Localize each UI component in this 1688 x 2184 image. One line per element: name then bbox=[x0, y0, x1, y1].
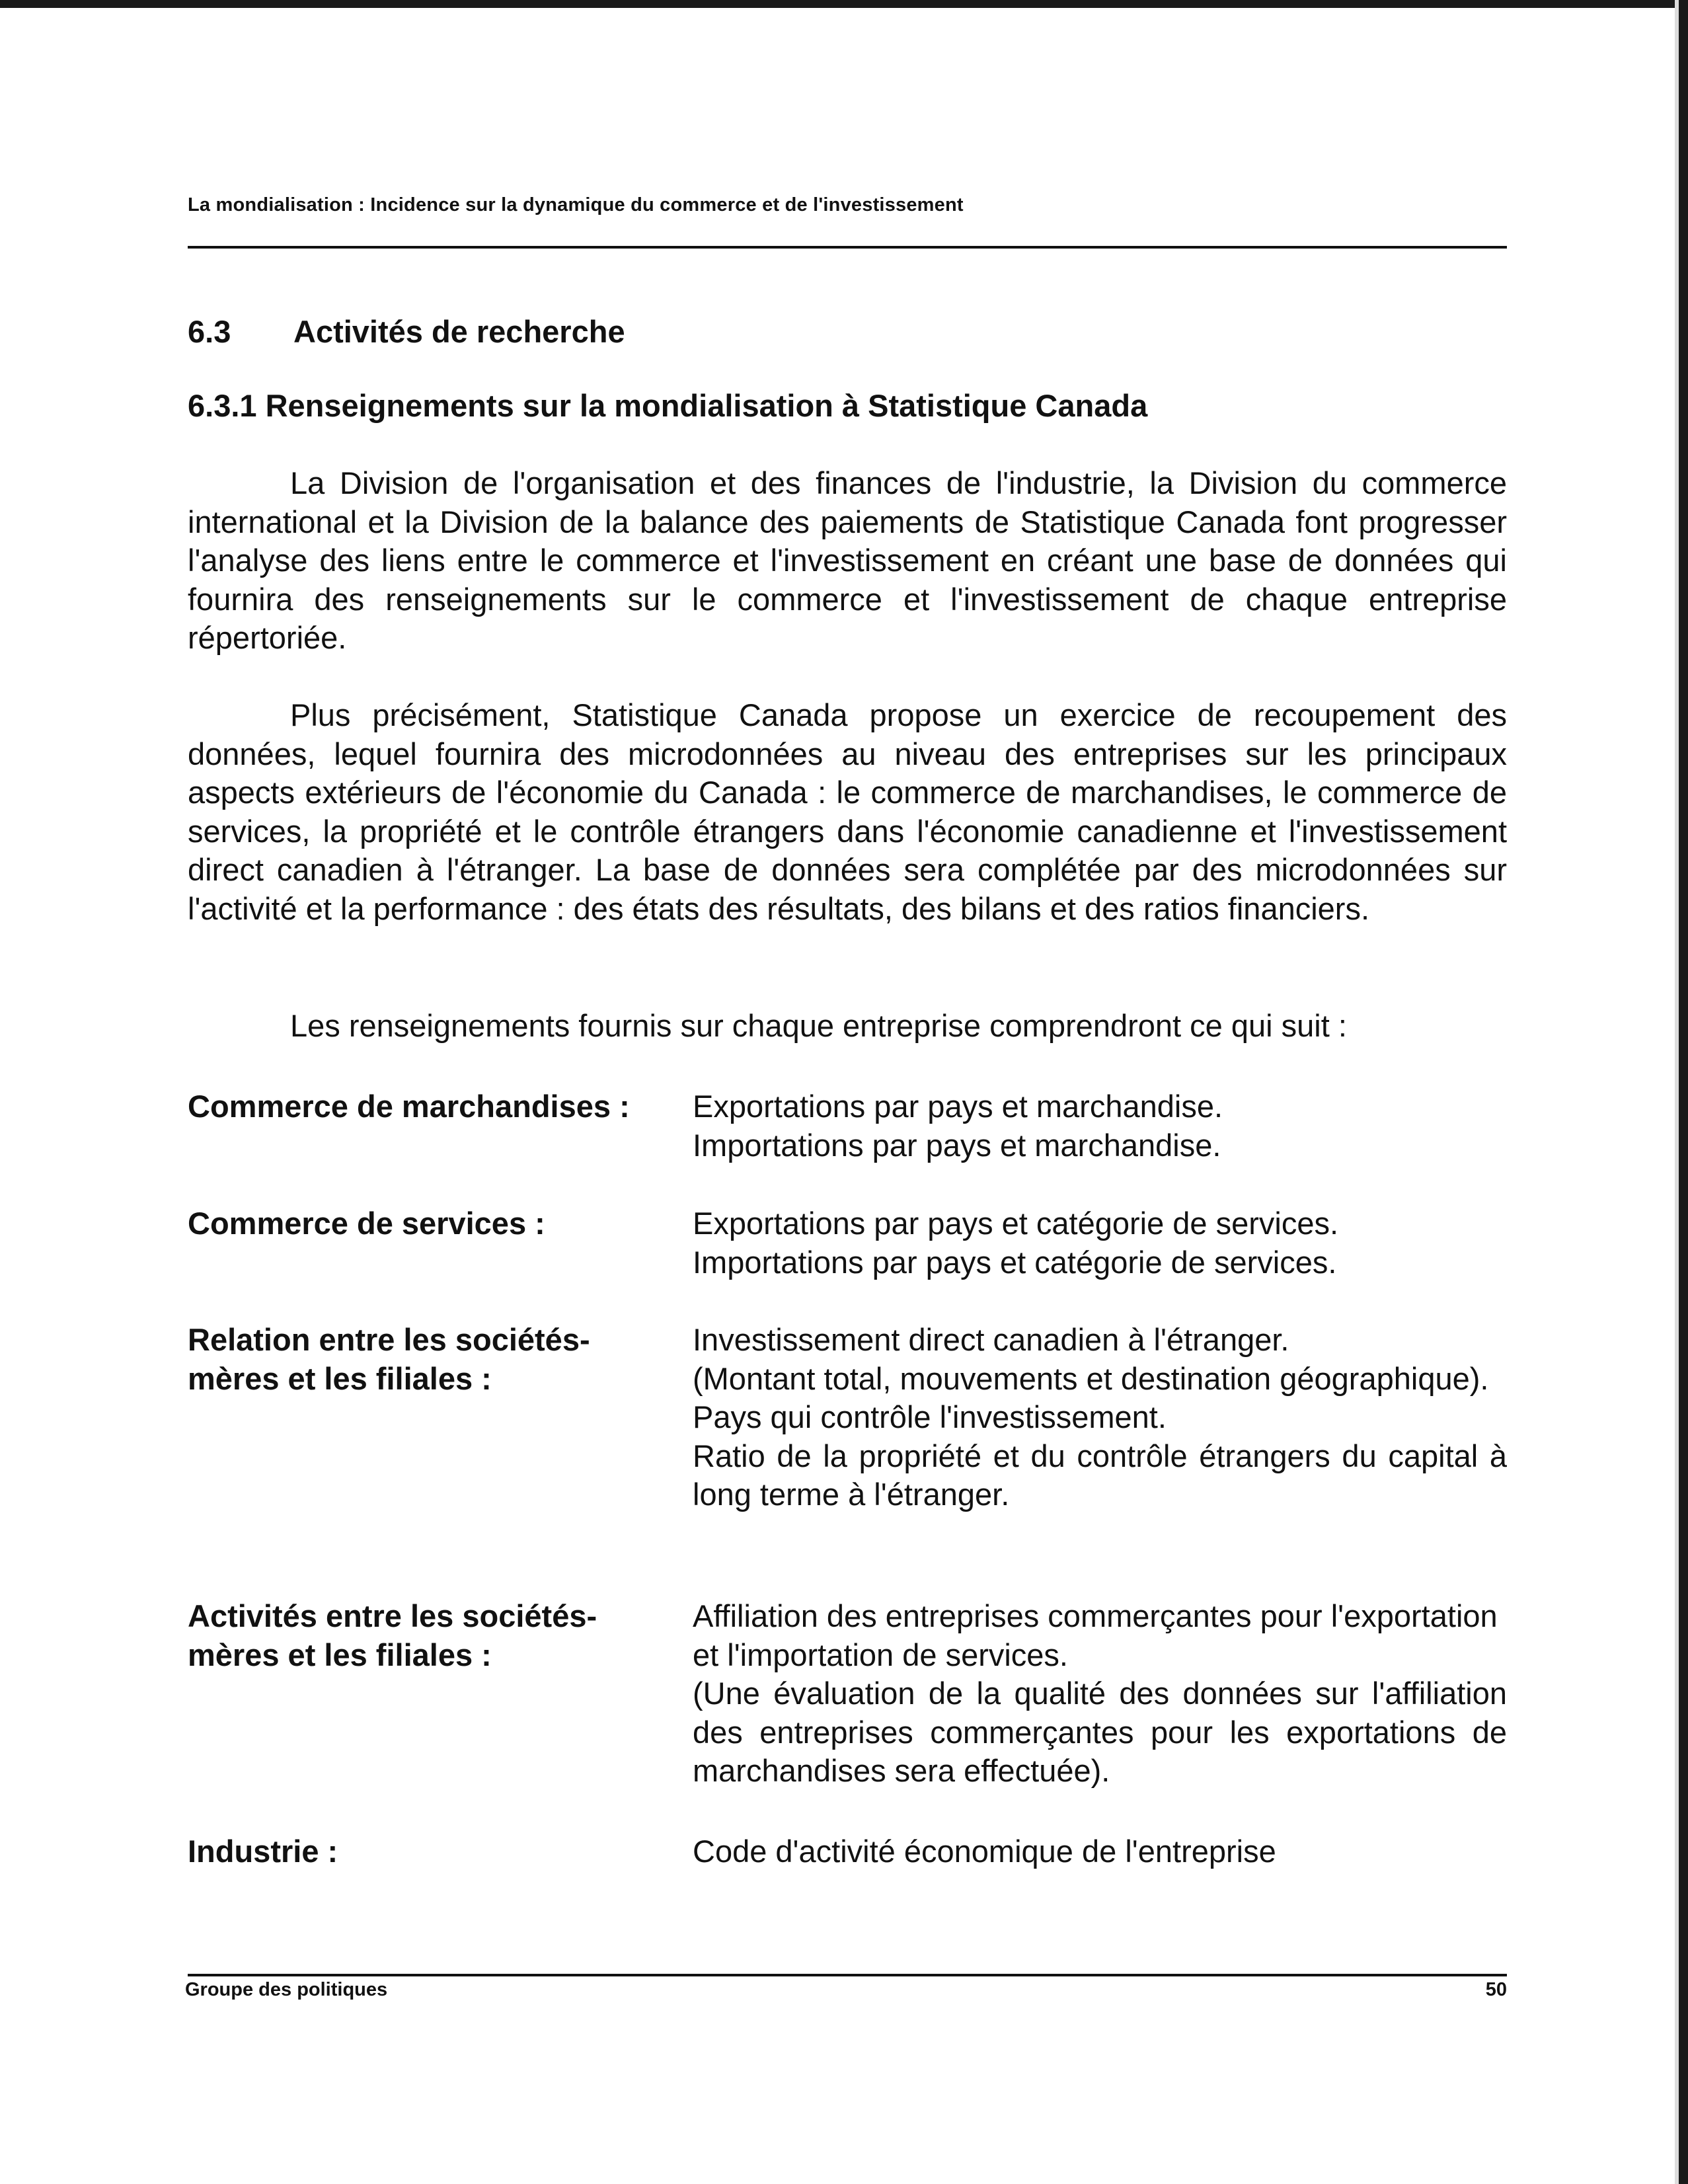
paragraph-list-intro: Les renseignements fournis sur chaque entreprise comprendront ce qui suit : bbox=[290, 1008, 1347, 1043]
running-header: La mondialisation : Incidence sur la dynamique du commerce et de l'investissement bbox=[188, 194, 964, 215]
item-label-parent-affiliate-activities: Activités entre les sociétés-mères et les filiales : bbox=[188, 1598, 597, 1672]
scan-border-right bbox=[1679, 0, 1688, 2184]
detail-line: Investissement direct canadien à l'étranger. bbox=[693, 1322, 1289, 1357]
item-label-services-trade: Commerce de services : bbox=[188, 1206, 545, 1241]
section-number: 6.3 bbox=[188, 314, 231, 349]
detail-line: (Montant total, mouvements et destination géographique). bbox=[693, 1360, 1489, 1396]
item-details-merchandise-trade bbox=[693, 1087, 1507, 1165]
detail-line: Exportations par pays et catégorie de services. bbox=[693, 1206, 1339, 1241]
item-label-industry: Industrie : bbox=[188, 1834, 338, 1869]
detail-line: Importations par pays et marchandise. bbox=[693, 1127, 1221, 1163]
item-details-industry bbox=[693, 1832, 1507, 1871]
footer-rule bbox=[188, 1974, 1507, 1976]
item-label-merchandise-trade: Commerce de marchandises : bbox=[188, 1089, 630, 1124]
item-details-services-trade bbox=[693, 1204, 1507, 1282]
page-number: 50 bbox=[1485, 1979, 1507, 2000]
detail-line: Importations par pays et catégorie de services. bbox=[693, 1244, 1337, 1280]
section-title: Activités de recherche bbox=[293, 314, 625, 349]
header-rule bbox=[188, 246, 1507, 249]
item-details-parent-affiliate-relation bbox=[693, 1321, 1507, 1514]
detail-line: Affiliation des entreprises commerçantes pour l'exportation et l'importation de services. bbox=[693, 1598, 1498, 1672]
detail-line: Exportations par pays et marchandise. bbox=[693, 1089, 1223, 1124]
detail-line: Code d'activité économique de l'entreprise bbox=[693, 1834, 1276, 1869]
item-label-parent-affiliate-relation: Relation entre les sociétés-mères et les filiales : bbox=[188, 1322, 590, 1396]
subsection-title: 6.3.1 Renseignements sur la mondialisation à Statistique Canada bbox=[188, 388, 1148, 423]
item-details-parent-affiliate-activities bbox=[693, 1597, 1507, 1791]
detail-line: (Une évaluation de la qualité des données sur l'affiliation des entreprises commerçantes pour les exportations de marchandises sera effectuée). bbox=[693, 1676, 1507, 1788]
paragraph-details: Plus précisément, Statistique Canada propose un exercice de recoupement des données, lequel fournira des microdonnées au niveau des entreprises sur les principaux aspects extérieurs de l'économie du Canada : le commerce de marchandises, le commerce de services, la propriété et le contrôle étrangers dans l'économie canadienne et l'investissement direct canadien à l'étranger. La base de données sera complétée par des microdonnées sur l'activité et la performance : des états des résultats, des bilans et des ratios financiers. bbox=[188, 697, 1507, 926]
paragraph-intro: La Division de l'organisation et des finances de l'industrie, la Division du commerce international et la Division de la balance des paiements de Statistique Canada font progresser l'analyse des liens entre le commerce et l'investissement en créant une base de données qui fournira des renseignements sur le commerce et l'investissement de chaque entreprise répertoriée. bbox=[188, 465, 1507, 655]
detail-line: Ratio de la propriété et du contrôle étrangers du capital à long terme à l'étranger. bbox=[693, 1438, 1507, 1512]
detail-line: Pays qui contrôle l'investissement. bbox=[693, 1399, 1167, 1434]
scan-border-top bbox=[0, 0, 1688, 8]
footer-group-name: Groupe des politiques bbox=[185, 1979, 388, 2000]
